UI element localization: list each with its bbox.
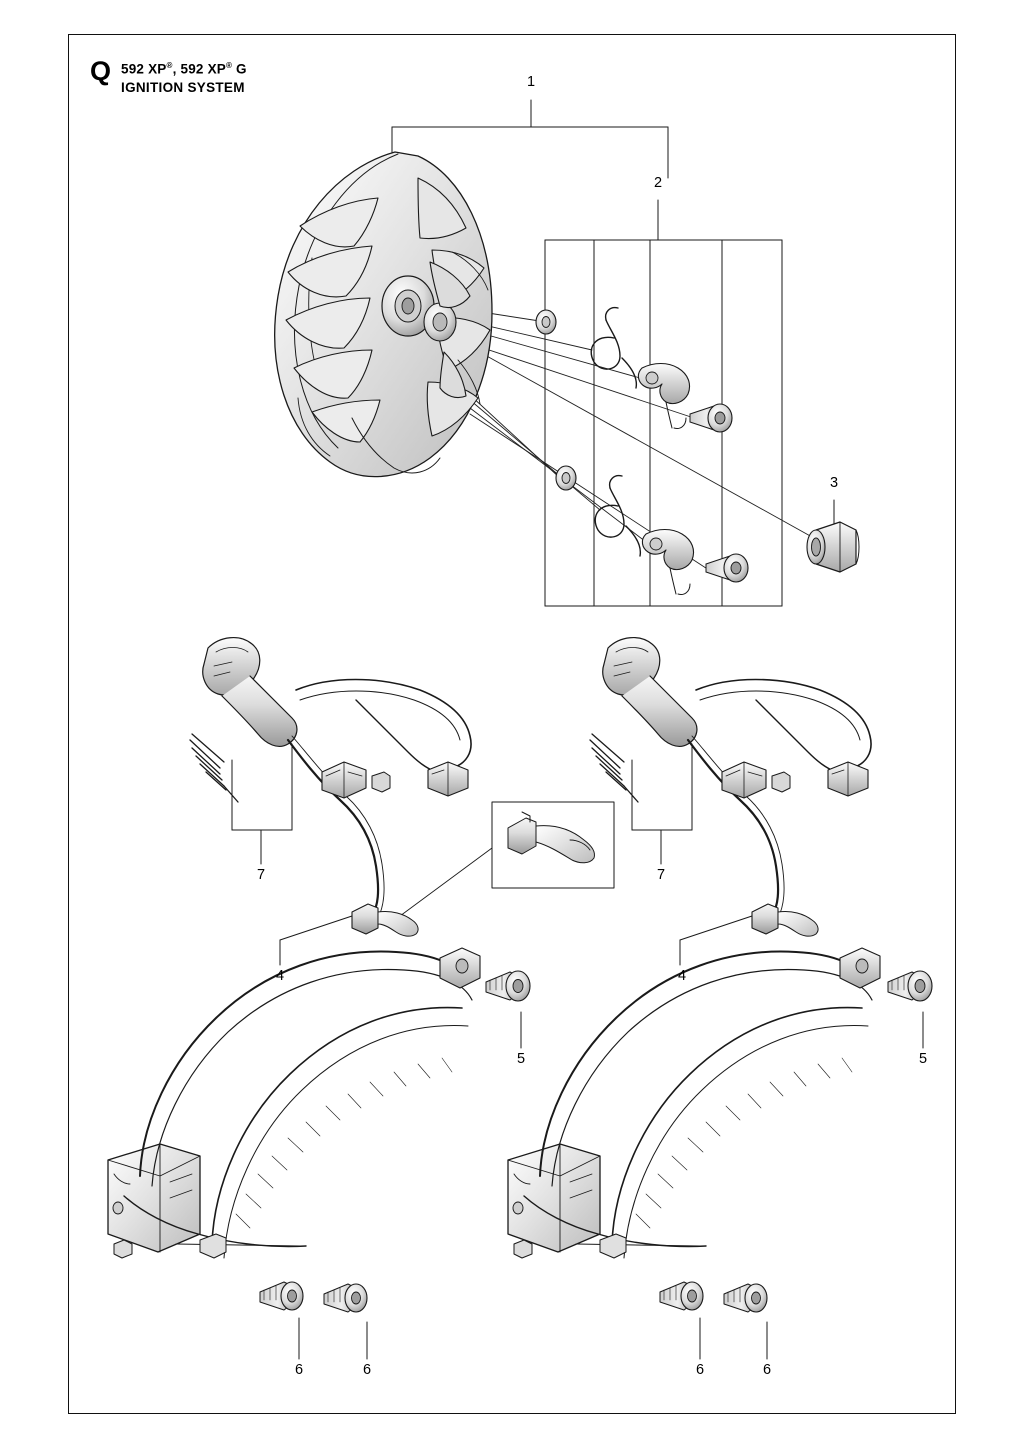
title-lines — [121, 58, 247, 95]
callout-2: 2 — [653, 175, 663, 191]
model-prefix-2: 592 XP — [180, 61, 226, 77]
callout-5-right: 5 — [918, 1051, 928, 1067]
section-subtitle: IGNITION SYSTEM — [121, 79, 245, 95]
model-title — [121, 61, 247, 77]
registered-mark-1: ® — [166, 61, 173, 70]
callout-7-right: 7 — [656, 867, 666, 883]
callout-6-right-a: 6 — [695, 1362, 705, 1378]
callout-1: 1 — [526, 74, 536, 90]
model-separator: , — [172, 61, 181, 77]
page-border — [68, 34, 956, 1414]
callout-4-right: 4 — [677, 968, 687, 984]
callout-6-left-a: 6 — [294, 1362, 304, 1378]
section-letter: Q — [90, 56, 112, 86]
callout-7-left: 7 — [256, 867, 266, 883]
callout-6-left-b: 6 — [362, 1362, 372, 1378]
callout-3: 3 — [829, 475, 839, 491]
callout-4-left: 4 — [275, 968, 285, 984]
callout-6-right-b: 6 — [762, 1362, 772, 1378]
title-block — [90, 58, 247, 95]
callout-5-left: 5 — [516, 1051, 526, 1067]
model-suffix: G — [232, 61, 247, 77]
model-prefix-1: 592 XP — [121, 61, 167, 77]
registered-mark-2: ® — [226, 61, 233, 70]
